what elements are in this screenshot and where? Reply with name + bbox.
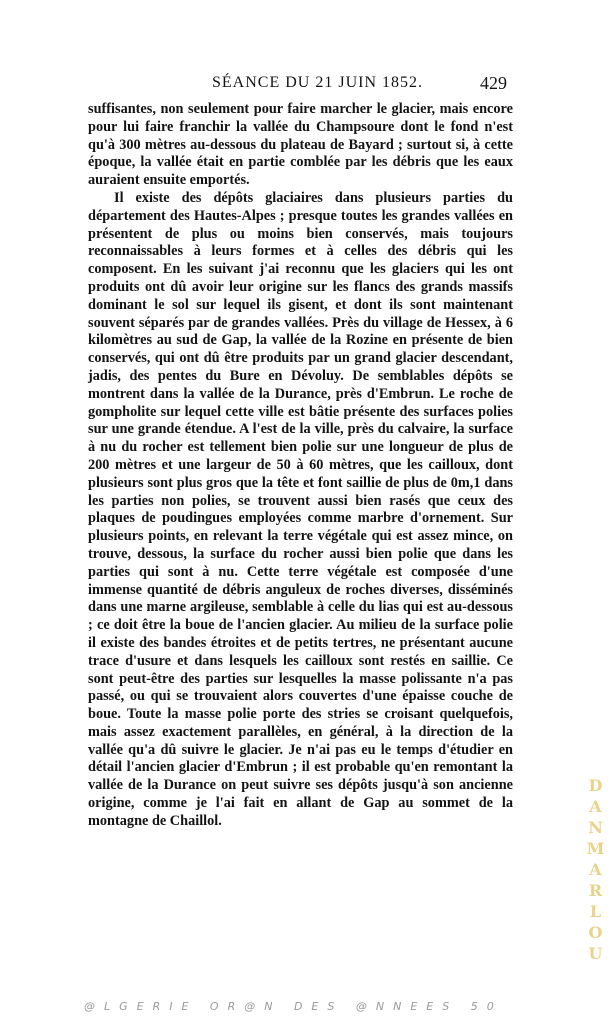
side-watermark: DANMARLOU xyxy=(586,776,605,965)
footer-credit: @LGERIE OR@N DES @NNEES 50 xyxy=(84,1000,503,1013)
body-text xyxy=(88,101,513,831)
paragraph-continuation: suffisantes, non seulement pour faire marcher le glacier, mais encore pour lui faire franchir la vallée du Champsoure dont le fond n'est qu'à 300 mètres au-dessous du plateau de Bayard ; surtout si, à cette époque, la vallée était en partie comblée par les débris que les eaux auraient ensuite emportés. xyxy=(88,101,513,189)
page-number: 429 xyxy=(480,73,507,93)
running-title: SÉANCE DU 21 JUIN 1852. xyxy=(212,74,423,91)
paragraph-glacial-deposits: Il existe des dépôts glaciaires dans plusieurs parties du département des Hautes-Alpes ; presque toutes les grandes vallées en présentent de plus ou moins bien conservés, mais toujours reconnaissables à leurs formes et à celles des débris qui les composent. En les suivant j'ai reconnu que les glaciers qui les ont produits ont dû avoir leur origine sur les flancs des grands massifs dominant le sol sur lequel ils gisent, et dont ils sont maintenant souvent séparés par de grandes vallées. Près du village de Hessex, à 6 kilomètres au sud de Gap, la vallée de la Rozine en présente de bien conservés, qui ont dû être produits par un grand glacier descendant, jadis, des pentes du Bure en Dévoluy. De semblables dépôts se montrent dans la vallée de la Durance, près d'Embrun. Le roche de gompholite sur lequel cette ville est bâtie présente des surfaces polies sur une grande étendue. A l'est de la ville, près du calvaire, la surface à nu du rocher est tellement bien polie sur une longueur de plus de 200 mètres et une largeur de 50 à 60 mètres, que les cailloux, dont plusieurs sont plus gros que la tête et font saillie de plus de 0m,1 dans les parties non polies, se trouvent aussi bien rasés que ceux des plaques de poudingues employées comme marbre d'ornement. Sur plusieurs points, en relevant la terre végétale qui est assez mince, on trouve, dessous, la surface du rocher aussi bien polie que dans les parties qui sont à nu. Cette terre végétale est composée d'une immense quantité de débris anguleux de roches diverses, disséminés dans une marne argileuse, semblable à celle du lias qui est au-dessous ; ce doit être la boue de l'ancien glacier. Au milieu de la surface polie il existe des bandes étroites et de petits tertres, ne présentant aucune trace d'usure et dans lesquels les cailloux sont restés en saillie. Ce sont peut-être des parties sur lesquelles la masse polissante n'a pas passé, ou qui se trouvaient alors couvertes d'une épaisse couche de boue. Toute la masse polie porte des stries se croisant quelquefois, mais assez exactement parallèles, en général, à la direction de la vallée qu'a dû suivre le glacier. Je n'ai pas eu le temps d'étudier en détail l'ancien glacier d'Embrun ; il est probable qu'en remontant la vallée de la Durance on peut suivre ses dépôts jusqu'à son ancienne origine, comme je l'ai fait en allant de Gap au sommet de la montagne de Chaillol. xyxy=(88,189,513,829)
page-header xyxy=(0,74,610,96)
